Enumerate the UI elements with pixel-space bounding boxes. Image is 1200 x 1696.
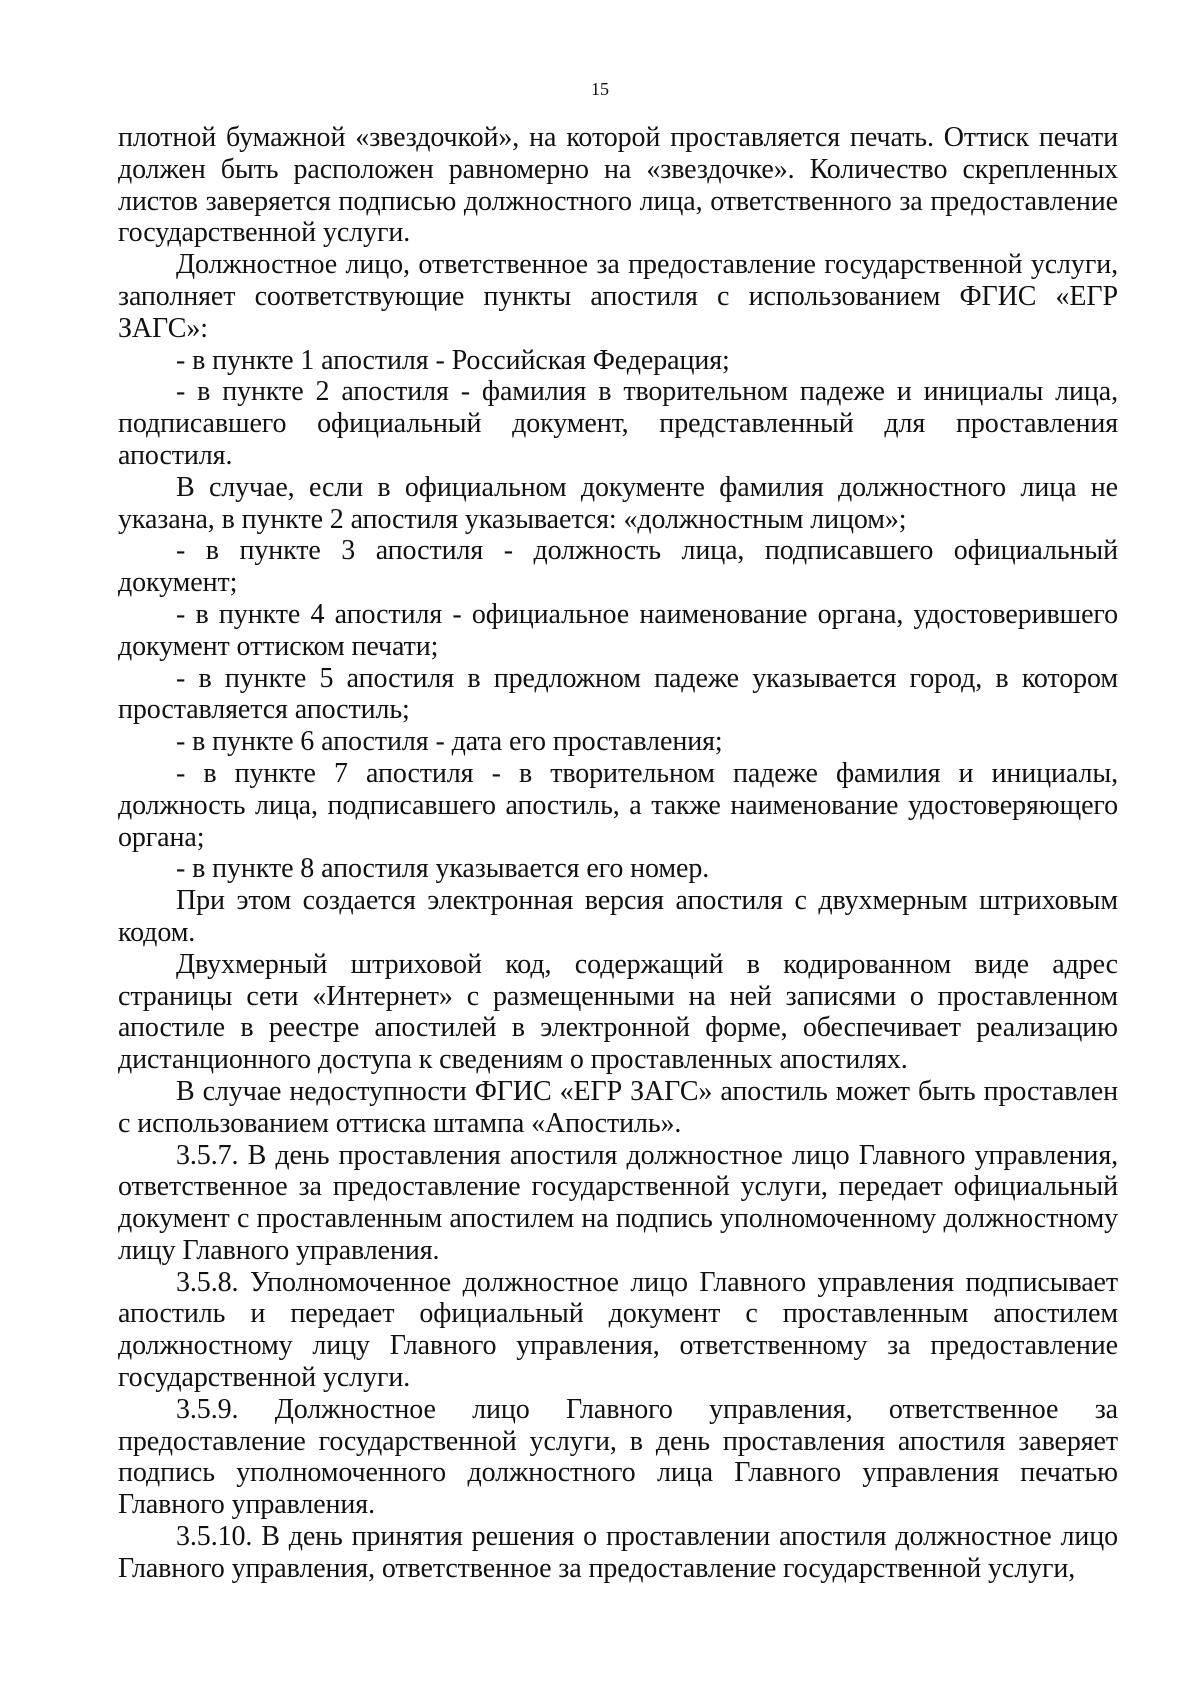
section-3-5-10: 3.5.10. В день принятия решения о проставлении апостиля должностное лицо Главного управления, ответственное за предоставление государственной услуги, [118,1521,1118,1584]
section-3-5-8: 3.5.8. Уполномоченное должностное лицо Главного управления подписывает апостиль и передает официальный документ с проставленным апостилем должностному лицу Главного управления, ответственному за предоставление государственной услуги. [118,1266,1118,1394]
list-item-point-1: - в пункте 1 апостиля - Российская Федерация; [176,344,730,376]
section-3-5-9: 3.5.9. Должностное лицо Главного управления, ответственное за предоставление государственной услуги, в день проставления апостиля заверяет подпись уполномоченного должностного лица Главного управления печатью Главного управления. [118,1393,1118,1521]
document-body [118,122,1118,1662]
list-item-point-4: - в пункте 4 апостиля - официальное наименование органа, удостоверившего документ оттиском печати; [118,598,1118,662]
list-item-point-3: - в пункте 3 апостиля - должность лица, подписавшего официальный документ; [118,535,1118,599]
list-item-point-6: - в пункте 6 апостиля - дата его проставления; [176,726,723,758]
paragraph-barcode: Двухмерный штриховой код, содержащий в кодированном виде адрес страницы сети «Интернет» с размещенными на ней записями о проставленном апостиле в реестре апостилей в электронной форме, обеспечивает реализацию дистанционного доступа к сведениям о проставленных апостилях. [118,948,1118,1076]
list-item-point-7: - в пункте 7 апостиля - в творительном падеже фамилия и инициалы, должность лица, подписавшего апостиль, а также наименование удостоверяющего органа; [118,757,1118,853]
list-item-point-8: - в пункте 8 апостиля указывается его номер. [176,853,710,885]
paragraph-apostille-fill: Должностное лицо, ответственное за предоставление государственной услуги, заполняет соответствующие пункты апостиля с использованием ФГИС «ЕГР ЗАГС»: [118,249,1118,344]
page-number: 15 [591,79,609,99]
paragraph-continuation: плотной бумажной «звездочкой», на которой проставляется печать. Оттиск печати должен быть расположен равномерно на «звездочке». Количество скрепленных листов заверяется подписью должностного лица, ответственного за предоставление государственной услуги. [118,122,1118,249]
paragraph-unavailable: В случае недоступности ФГИС «ЕГР ЗАГС» апостиль может быть проставлен с использованием оттиска штампа «Апостиль». [118,1075,1118,1139]
list-item-point-5: - в пункте 5 апостиля в предложном падеже указывается город, в котором проставляется апостиль; [118,662,1118,726]
paragraph-missing-surname: В случае, если в официальном документе фамилия должностного лица не указана, в пункте 2 апостиля указывается: «должностным лицом»; [118,471,1118,535]
list-item-point-2: - в пункте 2 апостиля - фамилия в творительном падеже и инициалы лица, подписавшего официальный документ, представленный для проставления апостиля. [118,376,1118,471]
section-3-5-7: 3.5.7. В день проставления апостиля должностное лицо Главного управления, ответственное за предоставление государственной услуги, передает официальный документ с проставленным апостилем на подпись уполномоченному должностному лицу Главного управления. [118,1139,1118,1266]
paragraph-electronic-version: При этом создается электронная версия апостиля с двухмерным штриховым кодом. [118,885,1118,948]
